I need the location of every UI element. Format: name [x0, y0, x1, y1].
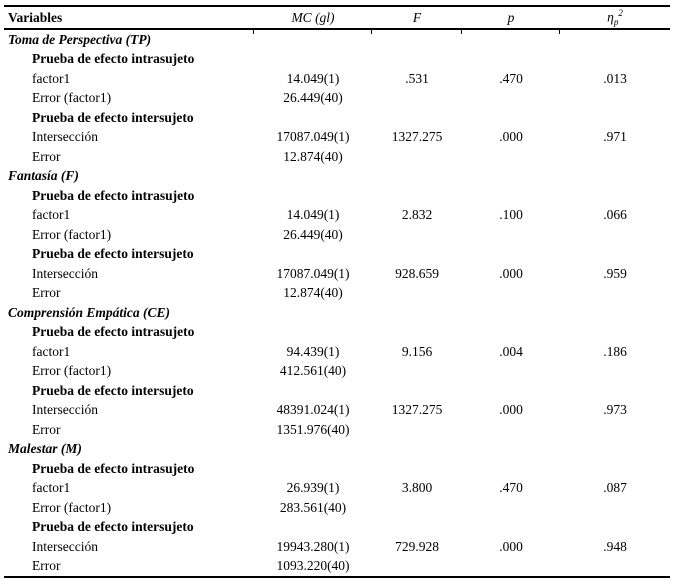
p-value	[462, 284, 560, 304]
f-value	[372, 498, 462, 518]
table-row	[4, 206, 670, 226]
p-value	[462, 108, 560, 128]
eta-symbol: η	[607, 9, 614, 25]
table-row	[4, 69, 670, 89]
eta-value	[560, 29, 670, 50]
f-value: 729.928	[395, 538, 439, 554]
f-value	[372, 557, 462, 578]
f-value	[372, 303, 462, 323]
mc-value: 26.449(40)	[283, 226, 343, 242]
f-value	[372, 147, 462, 167]
p-value	[462, 459, 560, 479]
eta-value: .066	[603, 207, 627, 223]
mc-value	[254, 50, 372, 70]
row-label: Prueba de efecto intrasujeto	[32, 460, 195, 476]
table-row	[4, 264, 670, 284]
row-label: Prueba de efecto intersujeto	[32, 246, 194, 262]
eta-value	[560, 186, 670, 206]
table-row	[4, 479, 670, 499]
mc-value: 17087.049(1)	[276, 265, 350, 281]
row-label: factor1	[32, 207, 71, 223]
row-label: Error	[32, 148, 61, 164]
f-value	[372, 323, 462, 343]
row-label: Error (factor1)	[32, 363, 112, 379]
f-value	[372, 186, 462, 206]
eta-value: .186	[603, 343, 627, 359]
table-row	[4, 323, 670, 343]
table-row	[4, 245, 670, 265]
f-value	[372, 362, 462, 382]
f-value	[372, 518, 462, 538]
table-row	[4, 401, 670, 421]
table-row	[4, 498, 670, 518]
mc-value	[254, 108, 372, 128]
mc-value	[254, 303, 372, 323]
p-value	[462, 557, 560, 578]
p-value: .470	[499, 480, 523, 496]
eta-superscript: 2	[618, 7, 623, 18]
p-value: .100	[499, 207, 523, 223]
eta-value	[560, 225, 670, 245]
p-value: .000	[499, 265, 523, 281]
row-label: Prueba de efecto intersujeto	[32, 519, 194, 535]
f-value: 1327.275	[391, 129, 443, 145]
mc-value: 1351.976(40)	[276, 421, 350, 437]
table-row	[4, 186, 670, 206]
mc-value	[254, 440, 372, 460]
f-value	[372, 459, 462, 479]
mc-value: 26.449(40)	[283, 90, 343, 106]
row-label: Prueba de efecto intersujeto	[32, 109, 194, 125]
f-value	[372, 89, 462, 109]
mc-value: 412.561(40)	[279, 363, 347, 379]
row-label: factor1	[32, 480, 71, 496]
f-value: 9.156	[401, 343, 433, 359]
row-label: Comprensión Empática (CE)	[8, 304, 171, 320]
f-value	[372, 420, 462, 440]
table-row	[4, 89, 670, 109]
p-value	[462, 147, 560, 167]
mc-value: 14.049(1)	[286, 207, 340, 223]
table-row	[4, 167, 670, 187]
row-label: Prueba de efecto intrasujeto	[32, 324, 195, 340]
p-value	[462, 50, 560, 70]
row-label: factor1	[32, 70, 71, 86]
p-value: .000	[499, 538, 523, 554]
f-value	[372, 225, 462, 245]
f-value: 1327.275	[391, 402, 443, 418]
eta-value: .959	[603, 265, 627, 281]
mc-value: 17087.049(1)	[276, 129, 350, 145]
mc-value	[254, 518, 372, 538]
mc-value: 12.874(40)	[283, 285, 343, 301]
f-value: 928.659	[395, 265, 439, 281]
table-row	[4, 557, 670, 578]
row-label: Intersección	[32, 265, 98, 281]
mc-value: 48391.024(1)	[276, 402, 350, 418]
row-label: Prueba de efecto intersujeto	[32, 382, 194, 398]
f-value	[372, 440, 462, 460]
mc-value	[254, 323, 372, 343]
p-value	[462, 245, 560, 265]
eta-value	[560, 147, 670, 167]
f-value	[372, 108, 462, 128]
table-row	[4, 381, 670, 401]
row-label: Error (factor1)	[32, 226, 112, 242]
eta-value	[560, 518, 670, 538]
mc-value	[254, 29, 372, 50]
mc-value	[254, 186, 372, 206]
p-value	[462, 186, 560, 206]
mc-value	[254, 167, 372, 187]
table-row	[4, 342, 670, 362]
f-value: .531	[405, 70, 429, 86]
eta-value	[560, 557, 670, 578]
table-row	[4, 303, 670, 323]
mc-value	[254, 381, 372, 401]
row-label: Intersección	[32, 129, 98, 145]
row-label: factor1	[32, 343, 71, 359]
mc-value: 14.049(1)	[286, 70, 340, 86]
f-value	[372, 50, 462, 70]
col-header-variables: Variables	[4, 6, 254, 29]
mc-value: 1093.220(40)	[276, 558, 350, 574]
row-label: Error	[32, 421, 61, 437]
eta-value	[560, 50, 670, 70]
row-label: Prueba de efecto intrasujeto	[32, 187, 195, 203]
eta-value	[560, 284, 670, 304]
p-value	[462, 89, 560, 109]
p-value	[462, 440, 560, 460]
p-value	[462, 29, 560, 50]
table-row	[4, 29, 670, 50]
row-label: Toma de Perspectiva (TP)	[8, 31, 152, 47]
eta-value: .973	[603, 402, 627, 418]
f-value	[372, 245, 462, 265]
p-value	[462, 323, 560, 343]
p-value: .004	[499, 343, 523, 359]
table-row	[4, 518, 670, 538]
f-value: 3.800	[401, 480, 433, 496]
table-row	[4, 50, 670, 70]
col-header-p: p	[462, 6, 560, 29]
eta-value: .013	[603, 70, 627, 86]
eta-value: .948	[603, 538, 627, 554]
row-label: Error	[32, 285, 61, 301]
col-header-mc: MC (gl)	[254, 6, 372, 29]
row-label: Error (factor1)	[32, 499, 112, 515]
eta-value	[560, 498, 670, 518]
p-value: .470	[499, 70, 523, 86]
eta-value	[560, 459, 670, 479]
table-row	[4, 362, 670, 382]
eta-value	[560, 362, 670, 382]
f-value	[372, 381, 462, 401]
eta-value	[560, 89, 670, 109]
mc-value	[254, 459, 372, 479]
eta-value	[560, 381, 670, 401]
eta-value	[560, 303, 670, 323]
p-value	[462, 303, 560, 323]
eta-value	[560, 440, 670, 460]
mc-value: 19943.280(1)	[276, 538, 350, 554]
mc-value: 283.561(40)	[279, 499, 347, 515]
mc-value: 26.939(1)	[286, 480, 340, 496]
p-value: .000	[499, 129, 523, 145]
f-value	[372, 29, 462, 50]
eta-value	[560, 245, 670, 265]
table-row	[4, 420, 670, 440]
table-row	[4, 225, 670, 245]
row-label: Intersección	[32, 402, 98, 418]
table-body	[4, 29, 670, 577]
table-row	[4, 108, 670, 128]
table-row	[4, 147, 670, 167]
p-value	[462, 381, 560, 401]
header-row	[4, 6, 670, 29]
row-label: Prueba de efecto intrasujeto	[32, 51, 195, 67]
eta-value	[560, 167, 670, 187]
f-value	[372, 284, 462, 304]
p-value	[462, 362, 560, 382]
row-label: Fantasía (F)	[8, 168, 79, 184]
eta-value	[560, 323, 670, 343]
p-value	[462, 518, 560, 538]
table-row	[4, 459, 670, 479]
eta-subscript: p	[613, 17, 619, 28]
eta-value	[560, 420, 670, 440]
table-row	[4, 128, 670, 148]
eta-value: .971	[603, 129, 627, 145]
row-label: Error (factor1)	[32, 90, 112, 106]
table-row	[4, 284, 670, 304]
anova-results-table	[4, 5, 670, 578]
mc-value	[254, 245, 372, 265]
f-value	[372, 167, 462, 187]
f-value: 2.832	[401, 207, 433, 223]
table-row	[4, 440, 670, 460]
col-header-f: F	[372, 6, 462, 29]
p-value	[462, 225, 560, 245]
p-value: .000	[499, 402, 523, 418]
p-value	[462, 167, 560, 187]
row-label: Intersección	[32, 538, 98, 554]
p-value	[462, 498, 560, 518]
col-header-eta	[560, 6, 670, 29]
mc-value: 94.439(1)	[286, 343, 340, 359]
eta-value: .087	[603, 480, 627, 496]
eta-value	[560, 108, 670, 128]
p-value	[462, 420, 560, 440]
mc-value: 12.874(40)	[283, 148, 343, 164]
row-label: Error	[32, 558, 61, 574]
table-row	[4, 537, 670, 557]
row-label: Malestar (M)	[8, 441, 82, 457]
